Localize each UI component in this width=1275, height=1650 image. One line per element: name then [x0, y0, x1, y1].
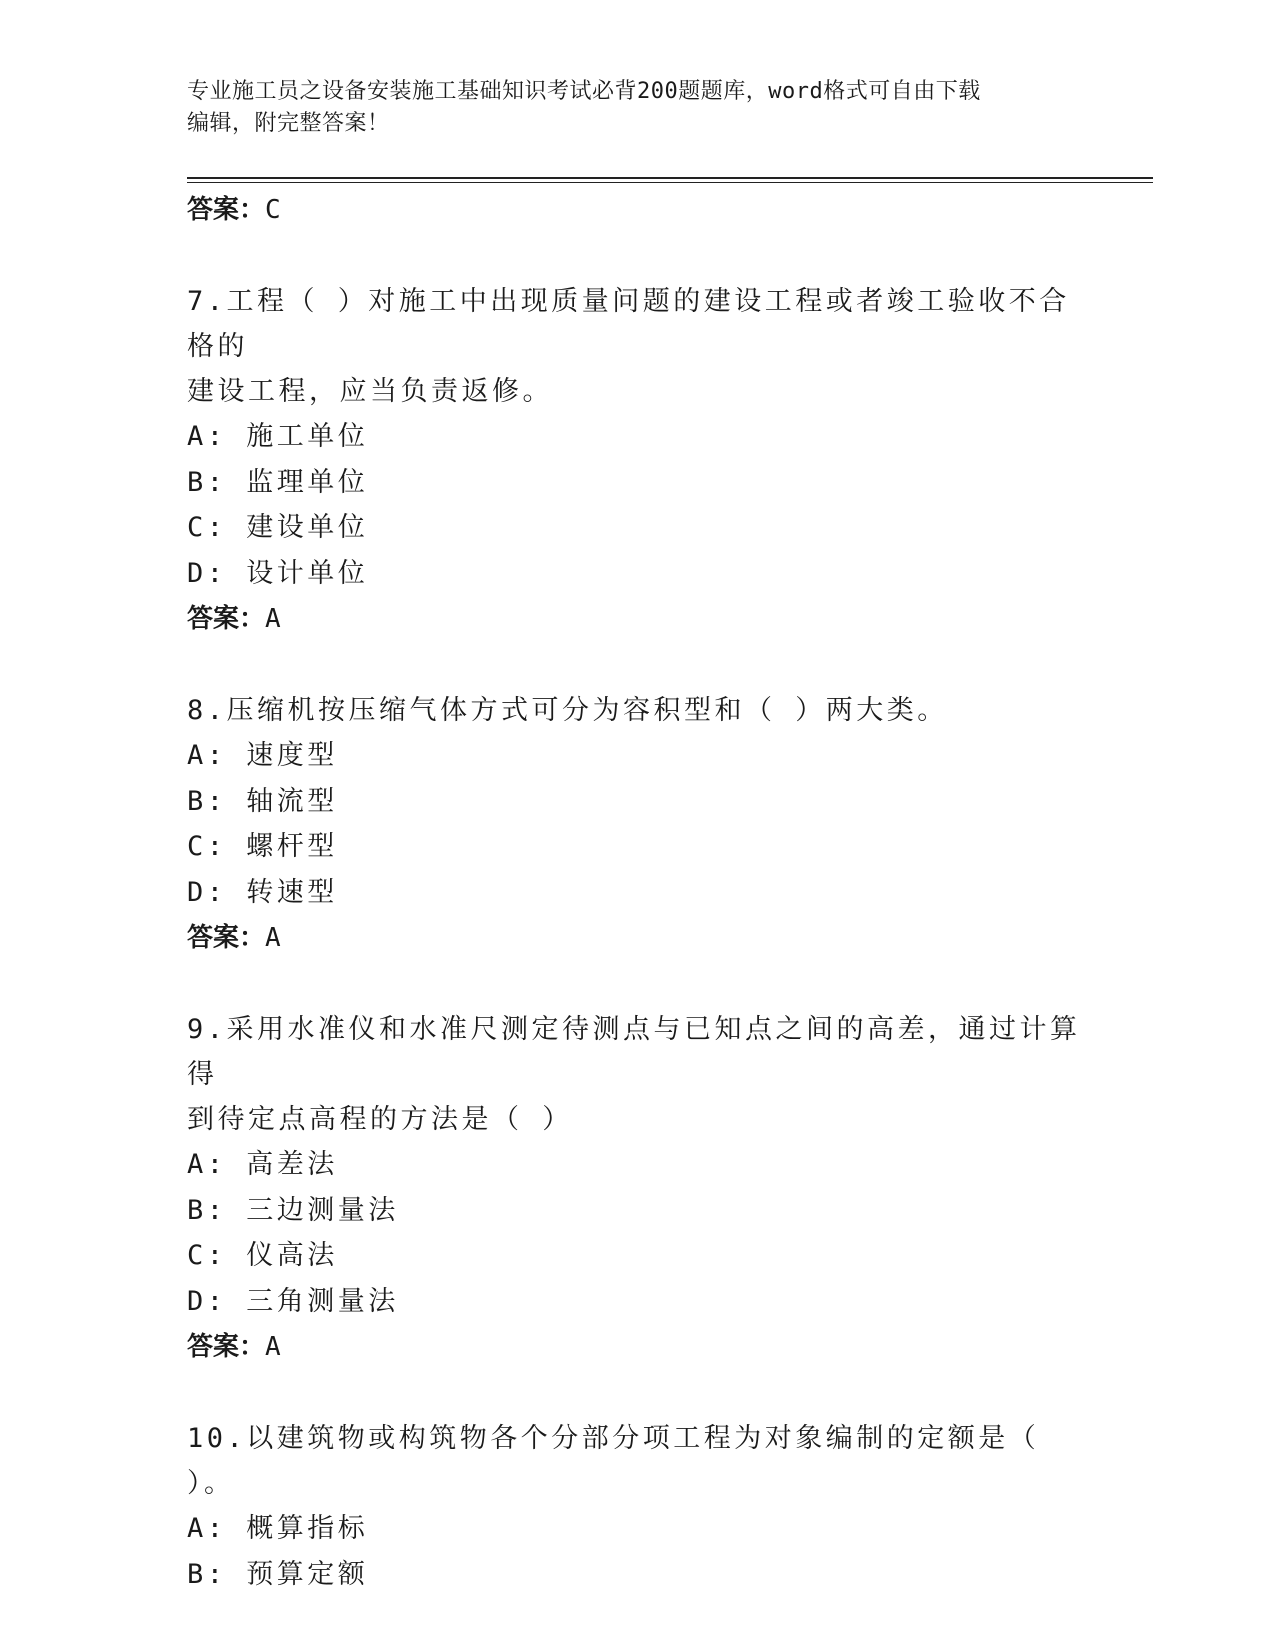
question-text-continued: 到待定点高程的方法是（ ）	[187, 1104, 573, 1135]
question-list	[187, 187, 1087, 1597]
question-text-continued: 建设工程，应当负责返修。	[187, 376, 553, 407]
header-line-2: 编辑，附完整答案！	[187, 111, 390, 136]
question-item	[187, 1416, 1087, 1597]
option-b: B: 三边测量法	[187, 1194, 399, 1226]
question-text: 7.工程（ ）对施工中出现质量问题的建设工程或者竣工验收不合格的	[187, 286, 1070, 362]
option-a: A: 概算指标	[187, 1513, 369, 1544]
question-text: 9.采用水准仪和水准尺测定待测点与已知点之间的高差，通过计算得	[187, 1014, 1081, 1090]
spacer	[187, 233, 1087, 279]
header-divider-thin	[187, 182, 1153, 183]
option-c: C: 建设单位	[187, 512, 369, 543]
question-item	[187, 279, 1087, 642]
question-text: 10.以建筑物或构筑物各个分部分项工程为对象编制的定额是（ ）。	[187, 1423, 1040, 1499]
spacer	[187, 961, 1087, 1007]
answer-line	[187, 187, 1087, 233]
answer-value: A	[265, 604, 281, 634]
answer-line	[187, 596, 1087, 642]
option-c: C: 仪高法	[187, 1240, 338, 1271]
option-d: D: 转速型	[187, 876, 338, 908]
document-header	[187, 76, 1087, 140]
answer-label: 答案：	[187, 195, 266, 225]
question-item	[187, 688, 1087, 961]
header-line-1: 专业施工员之设备安装施工基础知识考试必背200题题库，word格式可自由下载	[187, 79, 981, 104]
option-d: D: 设计单位	[187, 557, 369, 589]
answer-line	[187, 1324, 1087, 1370]
option-a: A: 施工单位	[187, 421, 369, 452]
spacer	[187, 642, 1087, 688]
option-d: D: 三角测量法	[187, 1285, 399, 1317]
header-divider-thick	[187, 177, 1153, 179]
option-a: A: 高差法	[187, 1149, 338, 1180]
option-a: A: 速度型	[187, 740, 338, 771]
question-item	[187, 1007, 1087, 1370]
answer-value: A	[265, 1332, 281, 1362]
answer-line	[187, 915, 1087, 961]
option-b: B: 预算定额	[187, 1558, 369, 1590]
answer-label: 答案：	[187, 1332, 266, 1362]
question-text: 8.压缩机按压缩气体方式可分为容积型和（ ）两大类。	[187, 695, 948, 726]
option-c: C: 螺杆型	[187, 831, 338, 862]
answer-label: 答案：	[187, 604, 266, 634]
spacer	[187, 1370, 1087, 1416]
answer-value: A	[265, 923, 281, 953]
answer-value: C	[265, 195, 281, 225]
option-b: B: 监理单位	[187, 466, 369, 498]
answer-label: 答案：	[187, 923, 266, 953]
option-b: B: 轴流型	[187, 785, 338, 817]
